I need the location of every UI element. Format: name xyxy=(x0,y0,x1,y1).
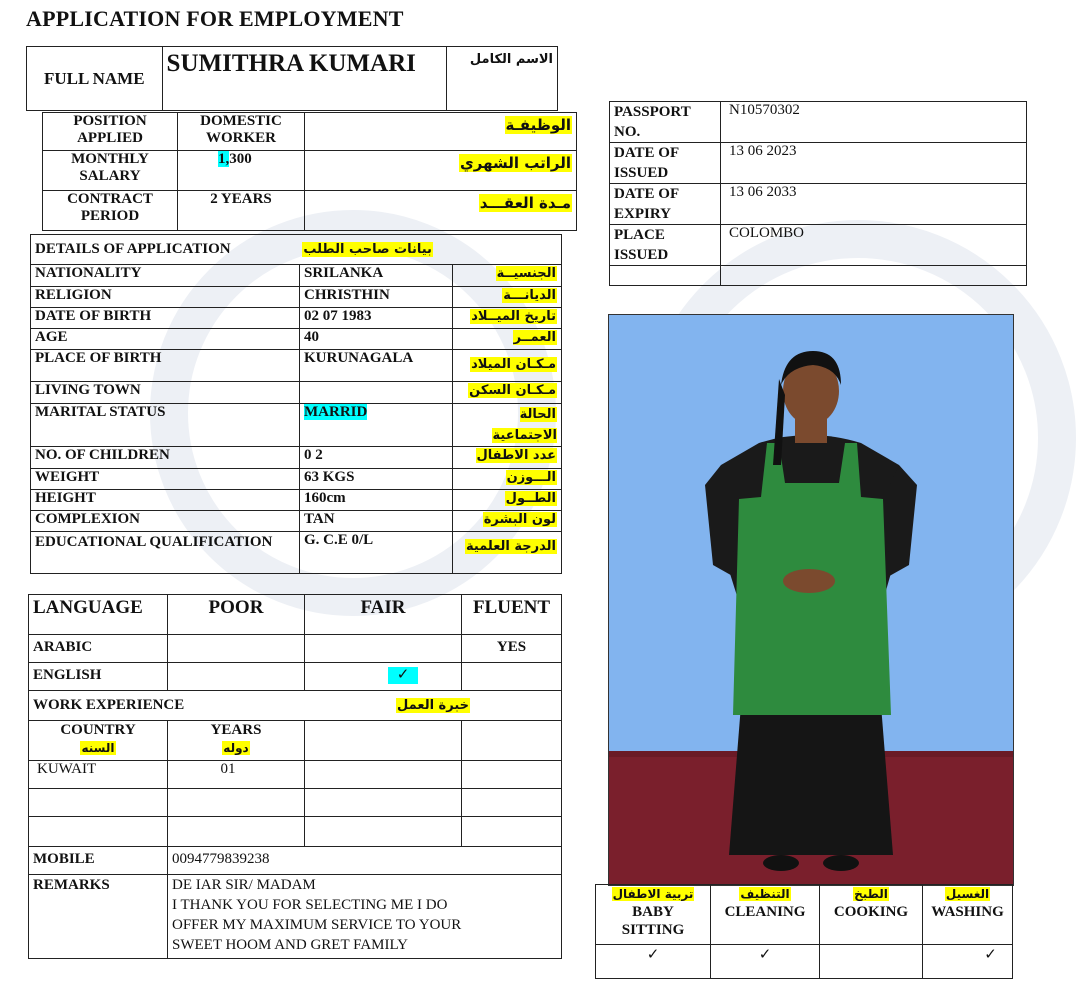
work-empty-cell xyxy=(462,721,562,761)
detail-value: SRILANKA xyxy=(300,265,453,287)
detail-arabic: الدرجة العلمية xyxy=(466,539,556,554)
detail-arabic: العمــر xyxy=(513,330,556,345)
work-experience-header: WORK EXPERIENCE خبرة العمل xyxy=(29,691,562,721)
date-issued-label: DATE OF ISSUED xyxy=(610,143,721,184)
detail-arabic: لون البشرة xyxy=(483,512,556,527)
skill-arabic: تربية الاطفال xyxy=(612,887,694,901)
detail-value: 63 KGS xyxy=(300,469,453,490)
skill-arabic: الطبخ xyxy=(854,887,888,901)
contract-value: 2 YEARS xyxy=(178,191,305,231)
detail-label: HEIGHT xyxy=(31,490,300,511)
detail-value: TAN xyxy=(300,511,453,532)
work-empty-cell xyxy=(305,721,462,761)
work-experience-arabic: خبرة العمل xyxy=(397,698,469,713)
contract-label: CONTRACT PERIOD xyxy=(43,191,178,231)
language-arabic: ARABIC xyxy=(29,635,168,663)
english-fluent-cell xyxy=(462,663,562,691)
place-issued-value: COLOMBO xyxy=(721,225,1027,266)
passport-table xyxy=(609,101,1027,286)
detail-label: PLACE OF BIRTH xyxy=(31,350,300,382)
washing-check-icon: ✓ xyxy=(923,945,1013,979)
years-header-arabic: دوله xyxy=(223,741,249,755)
language-english: ENGLISH xyxy=(29,663,168,691)
work-empty-cell xyxy=(462,817,562,847)
detail-label: RELIGION xyxy=(31,287,300,308)
skill-cleaning: التنظيف CLEANING xyxy=(711,885,820,945)
page-title: APPLICATION FOR EMPLOYMENT xyxy=(26,6,404,31)
mobile-value: 0094779839238 xyxy=(168,847,562,875)
detail-label: MARITAL STATUS xyxy=(31,404,300,447)
skill-arabic: التنظيف xyxy=(740,887,790,901)
applicant-photo xyxy=(608,314,1014,886)
fluent-header: FLUENT xyxy=(462,595,562,635)
full-name-label: FULL NAME xyxy=(27,47,163,111)
detail-value xyxy=(300,382,453,404)
skill-baby-sitting: تربية الاطفال BABY SITTING xyxy=(596,885,711,945)
check-icon: ✓ xyxy=(388,667,418,684)
language-table xyxy=(28,594,562,959)
mobile-label: MOBILE xyxy=(29,847,168,875)
detail-value: KURUNAGALA xyxy=(300,350,453,382)
fair-header: FAIR xyxy=(305,595,462,635)
details-header: DETAILS OF APPLICATION بيانات صاحب الطلب xyxy=(31,235,562,265)
work-years: 01 xyxy=(168,761,305,789)
cooking-check-icon xyxy=(820,945,923,979)
position-value: DOMESTIC WORKER xyxy=(178,113,305,151)
cleaning-check-icon: ✓ xyxy=(711,945,820,979)
detail-arabic: عدد الاطفال xyxy=(476,448,556,463)
salary-value: 1,300 xyxy=(178,151,305,191)
detail-arabic: تاريخ الميــلاد xyxy=(471,309,556,324)
work-empty-cell xyxy=(29,789,168,817)
passport-no-value: N10570302 xyxy=(721,102,1027,143)
detail-value: 0 2 xyxy=(300,447,453,469)
skill-arabic: الغسيل xyxy=(945,887,990,901)
detail-label: COMPLEXION xyxy=(31,511,300,532)
detail-arabic: الجنسيــة xyxy=(496,266,556,281)
work-empty-cell xyxy=(462,789,562,817)
english-fair-cell xyxy=(305,663,462,691)
arabic-fluent-cell: YES xyxy=(462,635,562,663)
skill-washing: الغسيل WASHING xyxy=(923,885,1013,945)
detail-label: NO. OF CHILDREN xyxy=(31,447,300,469)
detail-label: AGE xyxy=(31,329,300,350)
arabic-fair-cell xyxy=(305,635,462,663)
full-name-arabic-label: الاسم الكامل xyxy=(446,47,557,111)
position-table xyxy=(42,112,577,231)
skills-table xyxy=(595,884,1013,979)
detail-value: 40 xyxy=(300,329,453,350)
detail-label: DATE OF BIRTH xyxy=(31,308,300,329)
baby-sitting-check-icon: ✓ xyxy=(596,945,711,979)
detail-arabic: مـكـان السكن xyxy=(469,383,556,398)
salary-label: MONTHLY SALARY xyxy=(43,151,178,191)
skill-cooking: الطبخ COOKING xyxy=(820,885,923,945)
place-issued-label: PLACE ISSUED xyxy=(610,225,721,266)
position-arabic-label: الوظيفـة xyxy=(505,116,571,134)
passport-no-label: PASSPORT NO. xyxy=(610,102,721,143)
detail-label: EDUCATIONAL QUALIFICATION xyxy=(31,532,300,574)
date-issued-value: 13 06 2023 xyxy=(721,143,1027,184)
detail-arabic: الحالة الاجتماعية xyxy=(492,407,557,443)
detail-value: G. C.E 0/L xyxy=(300,532,453,574)
contract-arabic-label: مـدة العقـــد xyxy=(479,194,571,212)
detail-label: WEIGHT xyxy=(31,469,300,490)
work-empty-cell xyxy=(168,789,305,817)
details-table xyxy=(30,234,562,574)
detail-arabic: مـكـان الميلاد xyxy=(471,357,556,372)
work-empty-cell xyxy=(29,817,168,847)
full-name-value: SUMITHRA KUMARI xyxy=(162,47,446,111)
remarks-label: REMARKS xyxy=(29,875,168,959)
work-empty-cell xyxy=(168,817,305,847)
language-header: LANGUAGE xyxy=(29,595,168,635)
detail-arabic: الـــوزن xyxy=(506,470,556,485)
detail-value: 160cm xyxy=(300,490,453,511)
years-header: YEARS دوله xyxy=(168,721,305,761)
work-empty-cell xyxy=(305,789,462,817)
poor-header: POOR xyxy=(168,595,305,635)
date-expiry-label: DATE OF EXPIRY xyxy=(610,184,721,225)
marital-status-value: MARRID xyxy=(304,404,368,420)
detail-label: LIVING TOWN xyxy=(31,382,300,404)
detail-value: 02 07 1983 xyxy=(300,308,453,329)
country-header-arabic: السنه xyxy=(81,741,115,755)
work-empty-cell xyxy=(305,817,462,847)
passport-empty-cell xyxy=(721,266,1027,286)
english-poor-cell xyxy=(168,663,305,691)
detail-arabic: الطــول xyxy=(505,491,556,506)
position-label: POSITION APPLIED xyxy=(43,113,178,151)
date-expiry-value: 13 06 2033 xyxy=(721,184,1027,225)
remarks-text: DE IAR SIR/ MADAM I THANK YOU FOR SELECTING ME I DO OFFER MY MAXIMUM SERVICE TO YOUR SWEET HOOM AND GRET FAMILY xyxy=(168,875,562,959)
details-header-arabic: بيانات صاحب الطلب xyxy=(303,242,432,257)
work-empty-cell xyxy=(462,761,562,789)
work-empty-cell xyxy=(305,761,462,789)
work-country: KUWAIT xyxy=(29,761,168,789)
detail-label: NATIONALITY xyxy=(31,265,300,287)
arabic-poor-cell xyxy=(168,635,305,663)
detail-value: CHRISTHIN xyxy=(300,287,453,308)
full-name-table xyxy=(26,46,558,111)
salary-arabic-label: الراتب الشهري xyxy=(460,154,571,172)
passport-empty-cell xyxy=(610,266,721,286)
detail-arabic: الديانـــة xyxy=(503,288,556,303)
country-header: COUNTRY السنه xyxy=(29,721,168,761)
